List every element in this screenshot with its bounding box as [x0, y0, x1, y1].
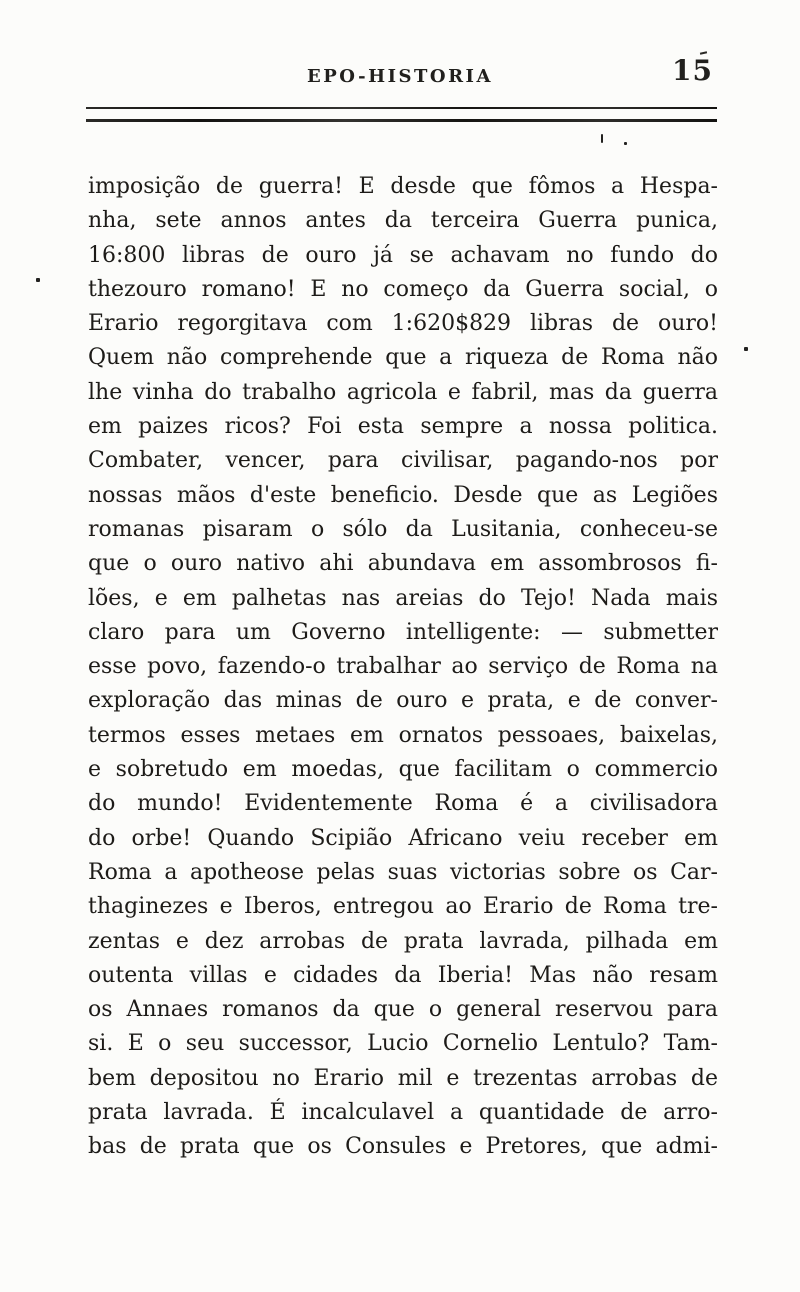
text-line: prata lavrada. É incalculavel a quantidade de arro- [88, 1100, 718, 1126]
text-line: termos esses metaes em ornatos pessoaes, baixelas, [88, 722, 718, 748]
text-line: outenta villas e cidades da Iberia! Mas não resam [88, 962, 718, 988]
text-line: lões, e em palhetas nas areias do Tejo! Nada mais [88, 585, 718, 611]
horizontal-rule-top [86, 107, 717, 109]
text-line: thezouro romano! E no começo da Guerra social, o [88, 276, 718, 302]
text-line: do mundo! Evidentemente Roma é a civilisadora [88, 791, 718, 817]
text-line: Quem não comprehende que a riqueza de Roma não [88, 345, 718, 371]
text-line: Roma a apotheose pelas suas victorias sobre os Car- [88, 859, 718, 885]
ink-speck [744, 347, 748, 351]
horizontal-rule-bottom [86, 119, 717, 122]
text-line: lhe vinha do trabalho agricola e fabril, mas da guerra [88, 379, 718, 405]
text-line: romanas pisaram o sólo da Lusitania, conheceu-se [88, 516, 718, 542]
text-line: Combater, vencer, para civilisar, pagando-nos por [88, 448, 718, 474]
body-text [88, 170, 718, 1165]
text-line: si. E o seu successor, Lucio Cornelio Lentulo? Tam- [88, 1031, 718, 1057]
text-line: nha, sete annos antes da terceira Guerra punica, [88, 208, 718, 234]
text-line: imposição de guerra! E desde que fômos a Hespa- [88, 174, 718, 199]
text-line: esse povo, fazendo-o trabalhar ao serviço de Roma na [88, 654, 718, 680]
text-line: bas de prata que os Consules e Pretores, que admi- [88, 1134, 718, 1160]
text-line: os Annaes romanos da que o general reservou para [88, 997, 718, 1023]
text-line: 16:800 libras de ouro já se achavam no fundo do [88, 242, 718, 268]
text-line: bem depositou no Erario mil e trezentas arrobas de [88, 1065, 718, 1091]
text-line: que o ouro nativo ahi abundava em assombrosos fi- [88, 551, 718, 577]
ink-speck [624, 142, 627, 145]
text-line: zentas e dez arrobas de prata lavrada, pilhada em [88, 928, 718, 954]
text-line: nossas mãos d'este beneficio. Desde que as Legiões [88, 482, 718, 508]
text-line: e sobretudo em moedas, que facilitam o commercio [88, 757, 718, 783]
ink-speck [601, 134, 603, 143]
ink-speck [36, 278, 40, 282]
text-line: claro para um Governo intelligente: — submetter [88, 619, 718, 645]
text-line: do orbe! Quando Scipião Africano veiu receber em [88, 825, 718, 851]
text-line: thaginezes e Iberos, entregou ao Erario de Roma tre- [88, 894, 718, 920]
page-number: 15 [672, 54, 713, 87]
text-line: em paizes ricos? Foi esta sempre a nossa politica. [88, 414, 718, 440]
text-line: exploração das minas de ouro e prata, e de conver- [88, 688, 718, 714]
text-line: Erario regorgitava com 1:620$829 libras de ouro! [88, 311, 718, 337]
running-title: EPO-HISTORIA [307, 66, 493, 87]
